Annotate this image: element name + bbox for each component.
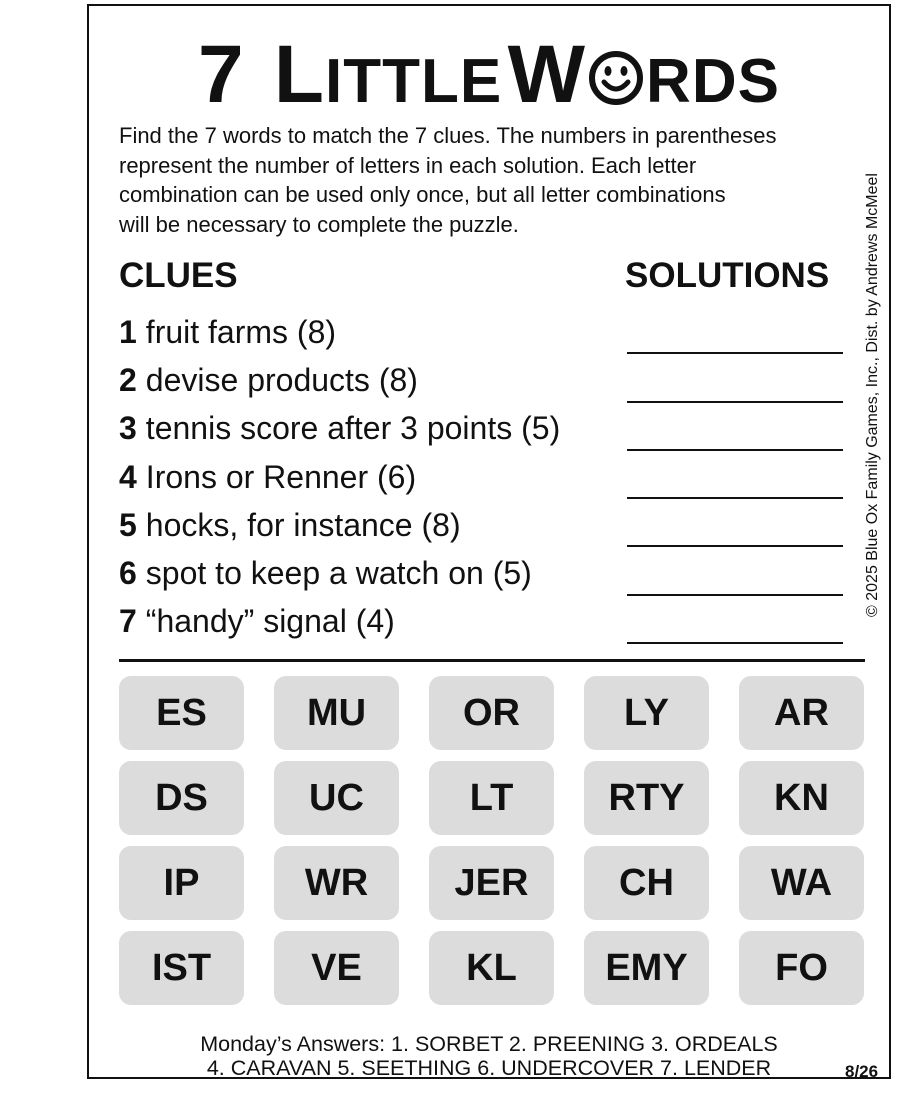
clues-heading: CLUES — [119, 256, 238, 295]
letter-tile-grid — [119, 676, 865, 1005]
instructions — [119, 121, 879, 239]
letter-tile[interactable]: AR — [739, 676, 864, 750]
letter-tile[interactable]: KN — [739, 761, 864, 835]
clue-item — [119, 549, 619, 597]
letter-tile[interactable]: RTY — [584, 761, 709, 835]
solution-blank-3[interactable] — [627, 403, 843, 451]
divider-rule — [119, 659, 865, 662]
instruction-line: will be necessary to complete the puzzle. — [119, 211, 519, 237]
letter-tile[interactable]: MU — [274, 676, 399, 750]
clue-item — [119, 453, 619, 501]
letter-tile[interactable]: LY — [584, 676, 709, 750]
letter-tile[interactable]: IP — [119, 846, 244, 920]
letter-tile[interactable]: VE — [274, 931, 399, 1005]
letter-tile[interactable]: JER — [429, 846, 554, 920]
clue-item — [119, 356, 619, 404]
title-number: 7 — [198, 29, 245, 120]
puzzle-title — [89, 28, 889, 122]
clue-number: 2 — [119, 361, 137, 398]
clue-text: Irons or Renner (6) — [145, 458, 417, 495]
clue-text: “handy” signal (4) — [145, 603, 395, 640]
title-l-initial: L — [250, 29, 325, 120]
clue-item — [119, 598, 619, 646]
answers-line: 4. CARAVAN 5. SEETHING 6. UNDERCOVER 7. LENDER — [206, 1056, 772, 1080]
clue-item — [119, 308, 619, 356]
clue-text: tennis score after 3 points (5) — [145, 410, 561, 447]
instruction-line: Find the 7 words to match the 7 clues. The numbers in parentheses — [119, 123, 777, 148]
clue-number: 4 — [119, 458, 137, 495]
solution-blank-5[interactable] — [627, 499, 843, 547]
solution-blank-4[interactable] — [627, 451, 843, 499]
letter-tile[interactable]: KL — [429, 931, 554, 1005]
letter-tile[interactable]: ES — [119, 676, 244, 750]
clue-number: 5 — [119, 506, 137, 543]
puzzle-date: 8/26 — [845, 1062, 879, 1081]
solution-blank-1[interactable] — [627, 306, 843, 354]
letter-tile[interactable]: IST — [119, 931, 244, 1005]
clue-number: 3 — [119, 410, 137, 447]
clue-list — [119, 308, 619, 646]
clue-text: hocks, for instance (8) — [145, 506, 461, 543]
solution-blanks — [627, 306, 843, 644]
solutions-heading: SOLUTIONS — [625, 256, 830, 295]
letter-tile[interactable]: OR — [429, 676, 554, 750]
instruction-line: combination can be used only once, but all letter combinations — [119, 182, 726, 207]
previous-answers — [109, 1032, 869, 1080]
smiley-face-icon — [588, 50, 644, 106]
letter-tile[interactable]: FO — [739, 931, 864, 1005]
letter-tile[interactable]: UC — [274, 761, 399, 835]
puzzle-panel — [87, 4, 891, 1079]
clue-text: devise products (8) — [145, 361, 418, 398]
clue-number: 1 — [119, 313, 137, 350]
copyright-credit: © 2025 Blue Ox Family Games, Inc., Dist. by Andrews McMeel — [864, 173, 881, 617]
letter-tile[interactable]: CH — [584, 846, 709, 920]
clue-text: spot to keep a watch on (5) — [145, 555, 532, 592]
title-rds: RDS — [646, 47, 780, 116]
instruction-line: represent the number of letters in each solution. Each letter — [119, 152, 697, 178]
answers-line: Monday’s Answers: 1. SORBET 2. PREENING 3. ORDEALS — [200, 1032, 778, 1056]
title-w: W — [507, 29, 587, 120]
clue-item — [119, 501, 619, 549]
copyright-credit-box — [858, 135, 888, 655]
title-ittle: ITTLE — [324, 47, 503, 116]
letter-tile[interactable]: WA — [739, 846, 864, 920]
clue-item — [119, 405, 619, 453]
letter-tile[interactable]: DS — [119, 761, 244, 835]
letter-tile[interactable]: EMY — [584, 931, 709, 1005]
clue-number: 6 — [119, 555, 137, 592]
solution-blank-2[interactable] — [627, 354, 843, 402]
letter-tile[interactable]: LT — [429, 761, 554, 835]
letter-tile[interactable]: WR — [274, 846, 399, 920]
clue-text: fruit farms (8) — [145, 313, 337, 350]
solution-blank-7[interactable] — [627, 596, 843, 644]
solution-blank-6[interactable] — [627, 547, 843, 595]
clue-number: 7 — [119, 603, 137, 640]
